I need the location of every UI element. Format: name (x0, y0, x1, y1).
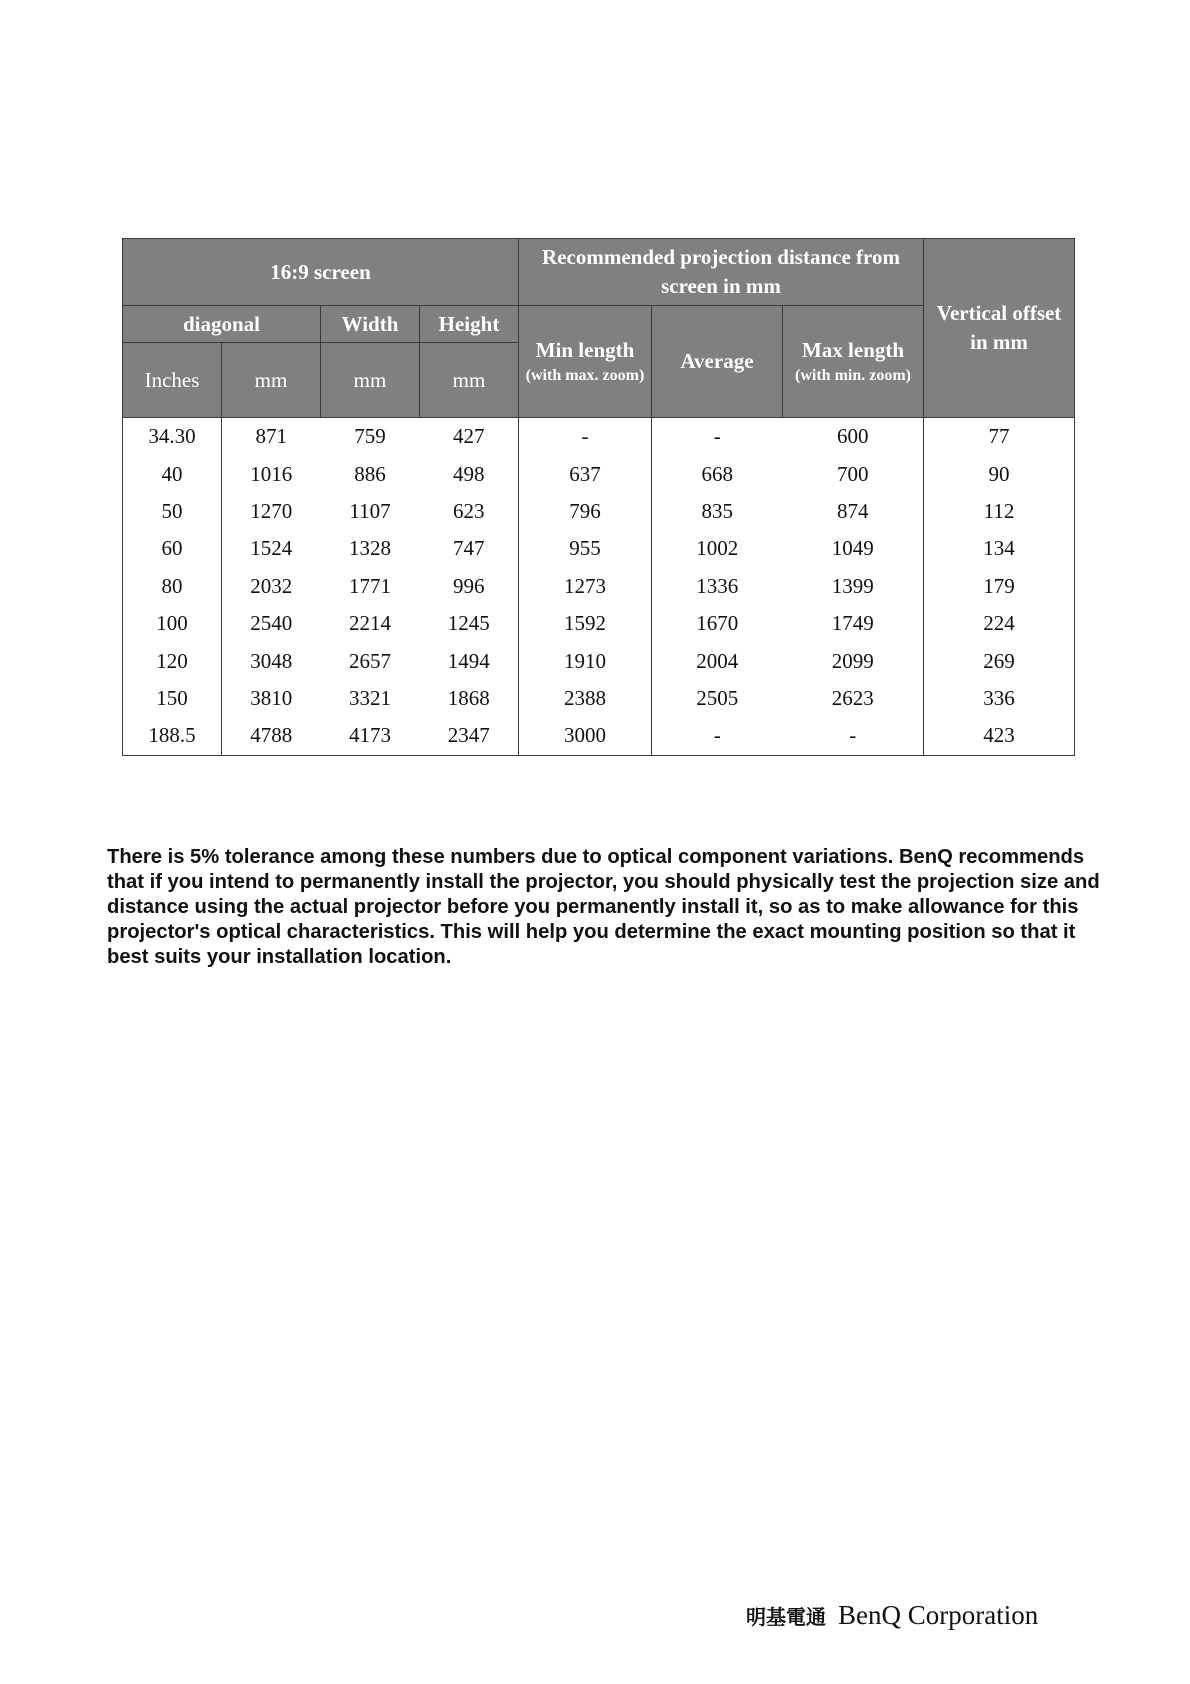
cell-width-mm: 2657 (349, 648, 391, 673)
cell-height-mm: 427 (453, 424, 485, 449)
header-unit-inches: Inches (123, 343, 222, 418)
cell-width-mm: 3321 (349, 685, 391, 710)
table-row (123, 530, 1075, 567)
table-row (123, 493, 1075, 530)
cell-average: - (713, 424, 721, 449)
cell-vertical-offset: 336 (924, 680, 1075, 717)
cell-inches: 150 (123, 680, 222, 717)
projection-distance-table (122, 238, 1075, 756)
cell-average: 2505 (696, 685, 739, 710)
cell-vertical-offset: 179 (924, 568, 1075, 605)
table-row (123, 605, 1075, 642)
tolerance-note: There is 5% tolerance among these numbers due to optical component variations. BenQ recommends that if you intend to permanently install the projector, you should physically test the projection size and distance using the actual projector before you permanently install it, so as to make allowance for this projector's optical characteristics. This will help you determine the exact mounting position so that it best suits your installation location. (107, 846, 1100, 968)
cell-average: 1336 (696, 573, 739, 598)
cell-min-length: 2388 (519, 680, 652, 717)
cell-inches: 80 (123, 568, 222, 605)
cell-width-mm: 759 (354, 424, 386, 449)
header-height: Height (420, 306, 519, 343)
cell-inches: 120 (123, 642, 222, 679)
header-width: Width (321, 306, 420, 343)
table-row (123, 680, 1075, 717)
cell-diagonal-mm: 1016 (250, 461, 293, 486)
cell-vertical-offset: 224 (924, 605, 1075, 642)
cell-diagonal-mm: 1524 (250, 536, 293, 561)
min-length-note: (with max. zoom) (525, 367, 645, 384)
cell-diagonal-mm: 871 (255, 424, 287, 449)
cell-diagonal-mm: 4788 (222, 717, 321, 755)
cell-max-length: 874 (837, 498, 869, 523)
table-row (123, 568, 1075, 605)
max-length-label: Max length (801, 338, 905, 362)
header-average: Average (652, 306, 783, 418)
max-length-note: (with min. zoom) (795, 367, 911, 384)
cell-vertical-offset: 134 (924, 530, 1075, 567)
cell-min-length: 955 (519, 530, 652, 567)
cell-vertical-offset: 112 (924, 493, 1075, 530)
cell-max-length: 2623 (831, 685, 874, 710)
header-diagonal: diagonal (123, 306, 321, 343)
company-name: BenQ Corporation (838, 1600, 1039, 1630)
min-length-label: Min length (535, 338, 635, 362)
header-16-9-screen: 16:9 screen (123, 239, 519, 306)
cell-width-mm: 1771 (349, 573, 391, 598)
cell-inches: 34.30 (123, 418, 222, 456)
cell-max-length: 1399 (831, 573, 874, 598)
cell-vertical-offset: 423 (924, 717, 1075, 755)
cell-min-length: - (519, 418, 652, 456)
header-unit-mm-height: mm (420, 343, 519, 418)
cell-width-mm: 1107 (349, 498, 391, 523)
cell-width-mm: 2214 (349, 611, 391, 636)
cell-diagonal-mm: 2540 (250, 611, 293, 636)
cell-diagonal-mm: 3048 (250, 648, 293, 673)
cell-vertical-offset: 90 (924, 455, 1075, 492)
cell-min-length: 637 (519, 455, 652, 492)
cell-min-length: 1592 (519, 605, 652, 642)
cell-diagonal-mm: 3810 (250, 685, 293, 710)
table-row (123, 455, 1075, 492)
cell-vertical-offset: 77 (924, 418, 1075, 456)
table-row (123, 642, 1075, 679)
cell-inches: 50 (123, 493, 222, 530)
cell-diagonal-mm: 1270 (250, 498, 293, 523)
cell-average: 668 (701, 461, 733, 486)
cell-min-length: 1910 (519, 642, 652, 679)
header-recommended-distance: Recommended projection distance from screen in mm (519, 239, 924, 306)
cell-width-mm: 1328 (349, 536, 391, 561)
cell-max-length: 1049 (831, 536, 874, 561)
cell-height-mm: 1868 (447, 685, 490, 710)
cell-height-mm: 996 (453, 573, 485, 598)
cell-height-mm: 747 (453, 536, 485, 561)
table-body (123, 418, 1075, 756)
cell-average: 835 (701, 498, 733, 523)
cell-height-mm: 2347 (420, 717, 519, 755)
cell-inches: 40 (123, 455, 222, 492)
footer-company (746, 1600, 1038, 1631)
cell-average: 1670 (696, 611, 739, 636)
header-max-length (783, 306, 924, 418)
cell-min-length: 796 (519, 493, 652, 530)
cell-min-length: 3000 (519, 717, 652, 755)
cell-average: - (652, 717, 783, 755)
cell-height-mm: 498 (453, 461, 485, 486)
cell-diagonal-mm: 2032 (250, 573, 293, 598)
cell-vertical-offset: 269 (924, 642, 1075, 679)
table-row (123, 418, 1075, 456)
cell-height-mm: 623 (453, 498, 485, 523)
cell-max-length: 700 (837, 461, 869, 486)
header-unit-mm-width: mm (321, 343, 420, 418)
cell-average: 1002 (696, 536, 739, 561)
cell-height-mm: 1245 (447, 611, 490, 636)
table-row (123, 717, 1075, 755)
cell-max-length: 1749 (831, 611, 874, 636)
header-vertical-offset: Vertical offset in mm (924, 239, 1075, 418)
cell-width-mm: 4173 (321, 717, 420, 755)
cell-max-length: 2099 (831, 648, 874, 673)
header-min-length (519, 306, 652, 418)
header-unit-mm-diagonal: mm (222, 343, 321, 418)
company-chinese-name: 明基電通 (746, 1605, 826, 1629)
cell-max-length: 600 (837, 424, 869, 449)
cell-inches: 188.5 (123, 717, 222, 755)
cell-width-mm: 886 (354, 461, 386, 486)
cell-inches: 100 (123, 605, 222, 642)
cell-max-length: - (783, 717, 924, 755)
cell-height-mm: 1494 (447, 648, 490, 673)
cell-average: 2004 (696, 648, 739, 673)
cell-inches: 60 (123, 530, 222, 567)
cell-min-length: 1273 (519, 568, 652, 605)
